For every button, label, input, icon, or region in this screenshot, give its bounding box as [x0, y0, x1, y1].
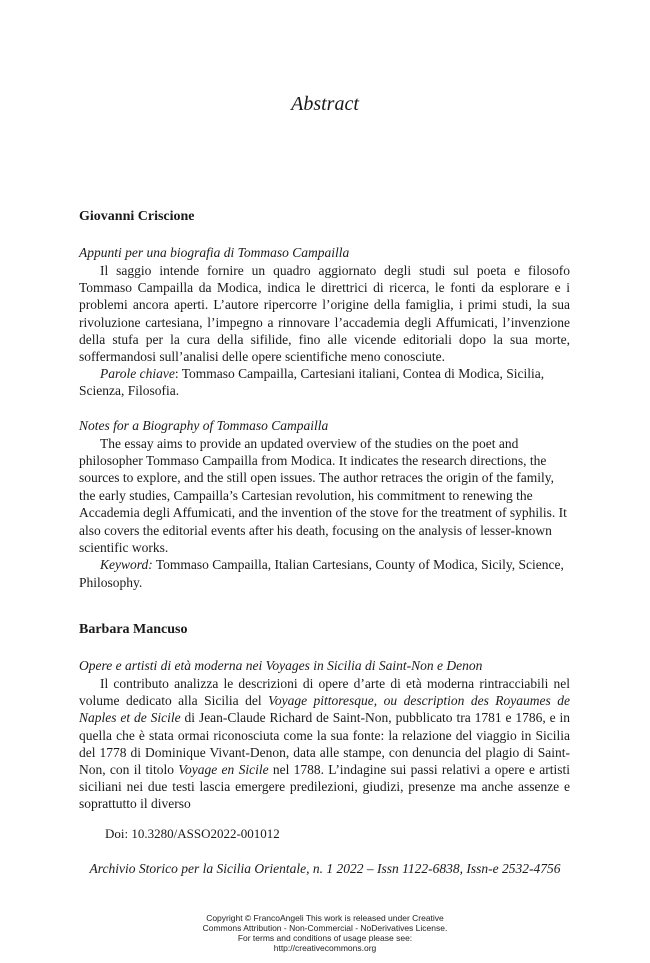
italian-abstract: Il saggio intende fornire un quadro aggiornato degli studi sul poeta e filosofo Tommaso Campailla da Modica, indica le direttrici di ricerca, le fonti da esplorare e i problemi ancora aperti. L’autore ripercorre l’origine della famiglia, i primi studi, la sua rivoluzione cartesiana, l’impegno a rinnovare l’accademia degli Affumicati, l’invenzione della stufa per la cura della sifilide, fino alle vicende editoriali dopo la sua morte, soffermandosi sull’analisi delle opere scientifiche meno conosciute. [79, 263, 570, 365]
italian-title: Appunti per una biografia di Tommaso Campailla [79, 245, 350, 260]
english-title: Notes for a Biography of Tommaso Campailla [79, 417, 329, 433]
english-abstract: The essay aims to provide an updated overview of the studies on the poet and philosopher Tommaso Campailla from Modica. It indicates the research directions, the sources to explore, and the still open issues. The author retraces the origin of the family, the early studies, Campailla’s Cartesian revolution, his commitment to renewing the Accademia degli Affumicati, and the invention of the stove for the treatment of syphilis. It also covers the editorial events after his death, focusing on the analysis of lesser-known scientific works. [79, 435, 567, 556]
journal-citation: Archivio Storico per la Sicilia Orientale, n. 1 2022 – Issn 1122-6838, Issn-e 2532-4756 [89, 861, 561, 876]
italian-title: Opere e artisti di età moderna nei Voyages in Sicilia di Saint-Non e Denon [79, 658, 483, 673]
keywords-text: Tommaso Campailla, Italian Cartesians, County of Modica, Sicily, Science, Philosophy. [79, 557, 564, 590]
copyright-line: Copyright © FrancoAngeli This work is released under Creative [206, 913, 444, 923]
doi: Doi: 10.3280/ASSO2022-001012 [105, 826, 280, 841]
work-title: Voyage pittoresque, ou description des Royaumes de Naples et de Sicile [79, 693, 570, 726]
keywords-text: : Tommaso Campailla, Cartesiani italiani, Contea di Modica, Sicilia, Scienza, Filosofia. [79, 366, 545, 399]
abstract-section-mancuso [79, 621, 570, 813]
abstract-text: nel 1788. L’indagine sui passi relativi a opere e artisti siciliani nei due testi lascia emergere predilezioni, giudizi, presenze ma anche assenze e soprattutto il diverso [79, 762, 570, 812]
abstract-text: Il contributo analizza le descrizioni di opere d’arte di età moderna rintracciabili nel volume dedicato alla Sicilia del [79, 676, 570, 709]
keywords-label: Keyword: [100, 557, 153, 573]
copyright-notice [0, 913, 650, 953]
author-name: Giovanni Criscione [79, 209, 195, 224]
page-title: Abstract [291, 93, 359, 115]
abstract-text: di Jean-Claude Richard de Saint-Non, pubblicato tra 1781 e 1786, e in quella che è stata ormai riconosciuta come la sua fonte: la relazione del viaggio in Sicilia del 1778 di Dominique Vivant-Denon, data alle stampe, con denuncia del plagio di Saint-Non, con il titolo [79, 710, 570, 778]
author-name: Barbara Mancuso [79, 622, 188, 637]
copyright-line: For terms and conditions of usage please see: [237, 933, 413, 943]
abstract-section-criscione [79, 208, 570, 591]
keywords-label: Parole chiave [100, 366, 175, 382]
work-title: Voyage en Sicile [178, 762, 269, 778]
copyright-line: Commons Attribution - Non-Commercial - NoDerivatives License. [202, 923, 448, 933]
italian-abstract [79, 675, 570, 813]
license-link[interactable]: http://creativecommons.org [273, 943, 377, 953]
english-keywords [79, 556, 570, 591]
italian-keywords [79, 365, 570, 399]
